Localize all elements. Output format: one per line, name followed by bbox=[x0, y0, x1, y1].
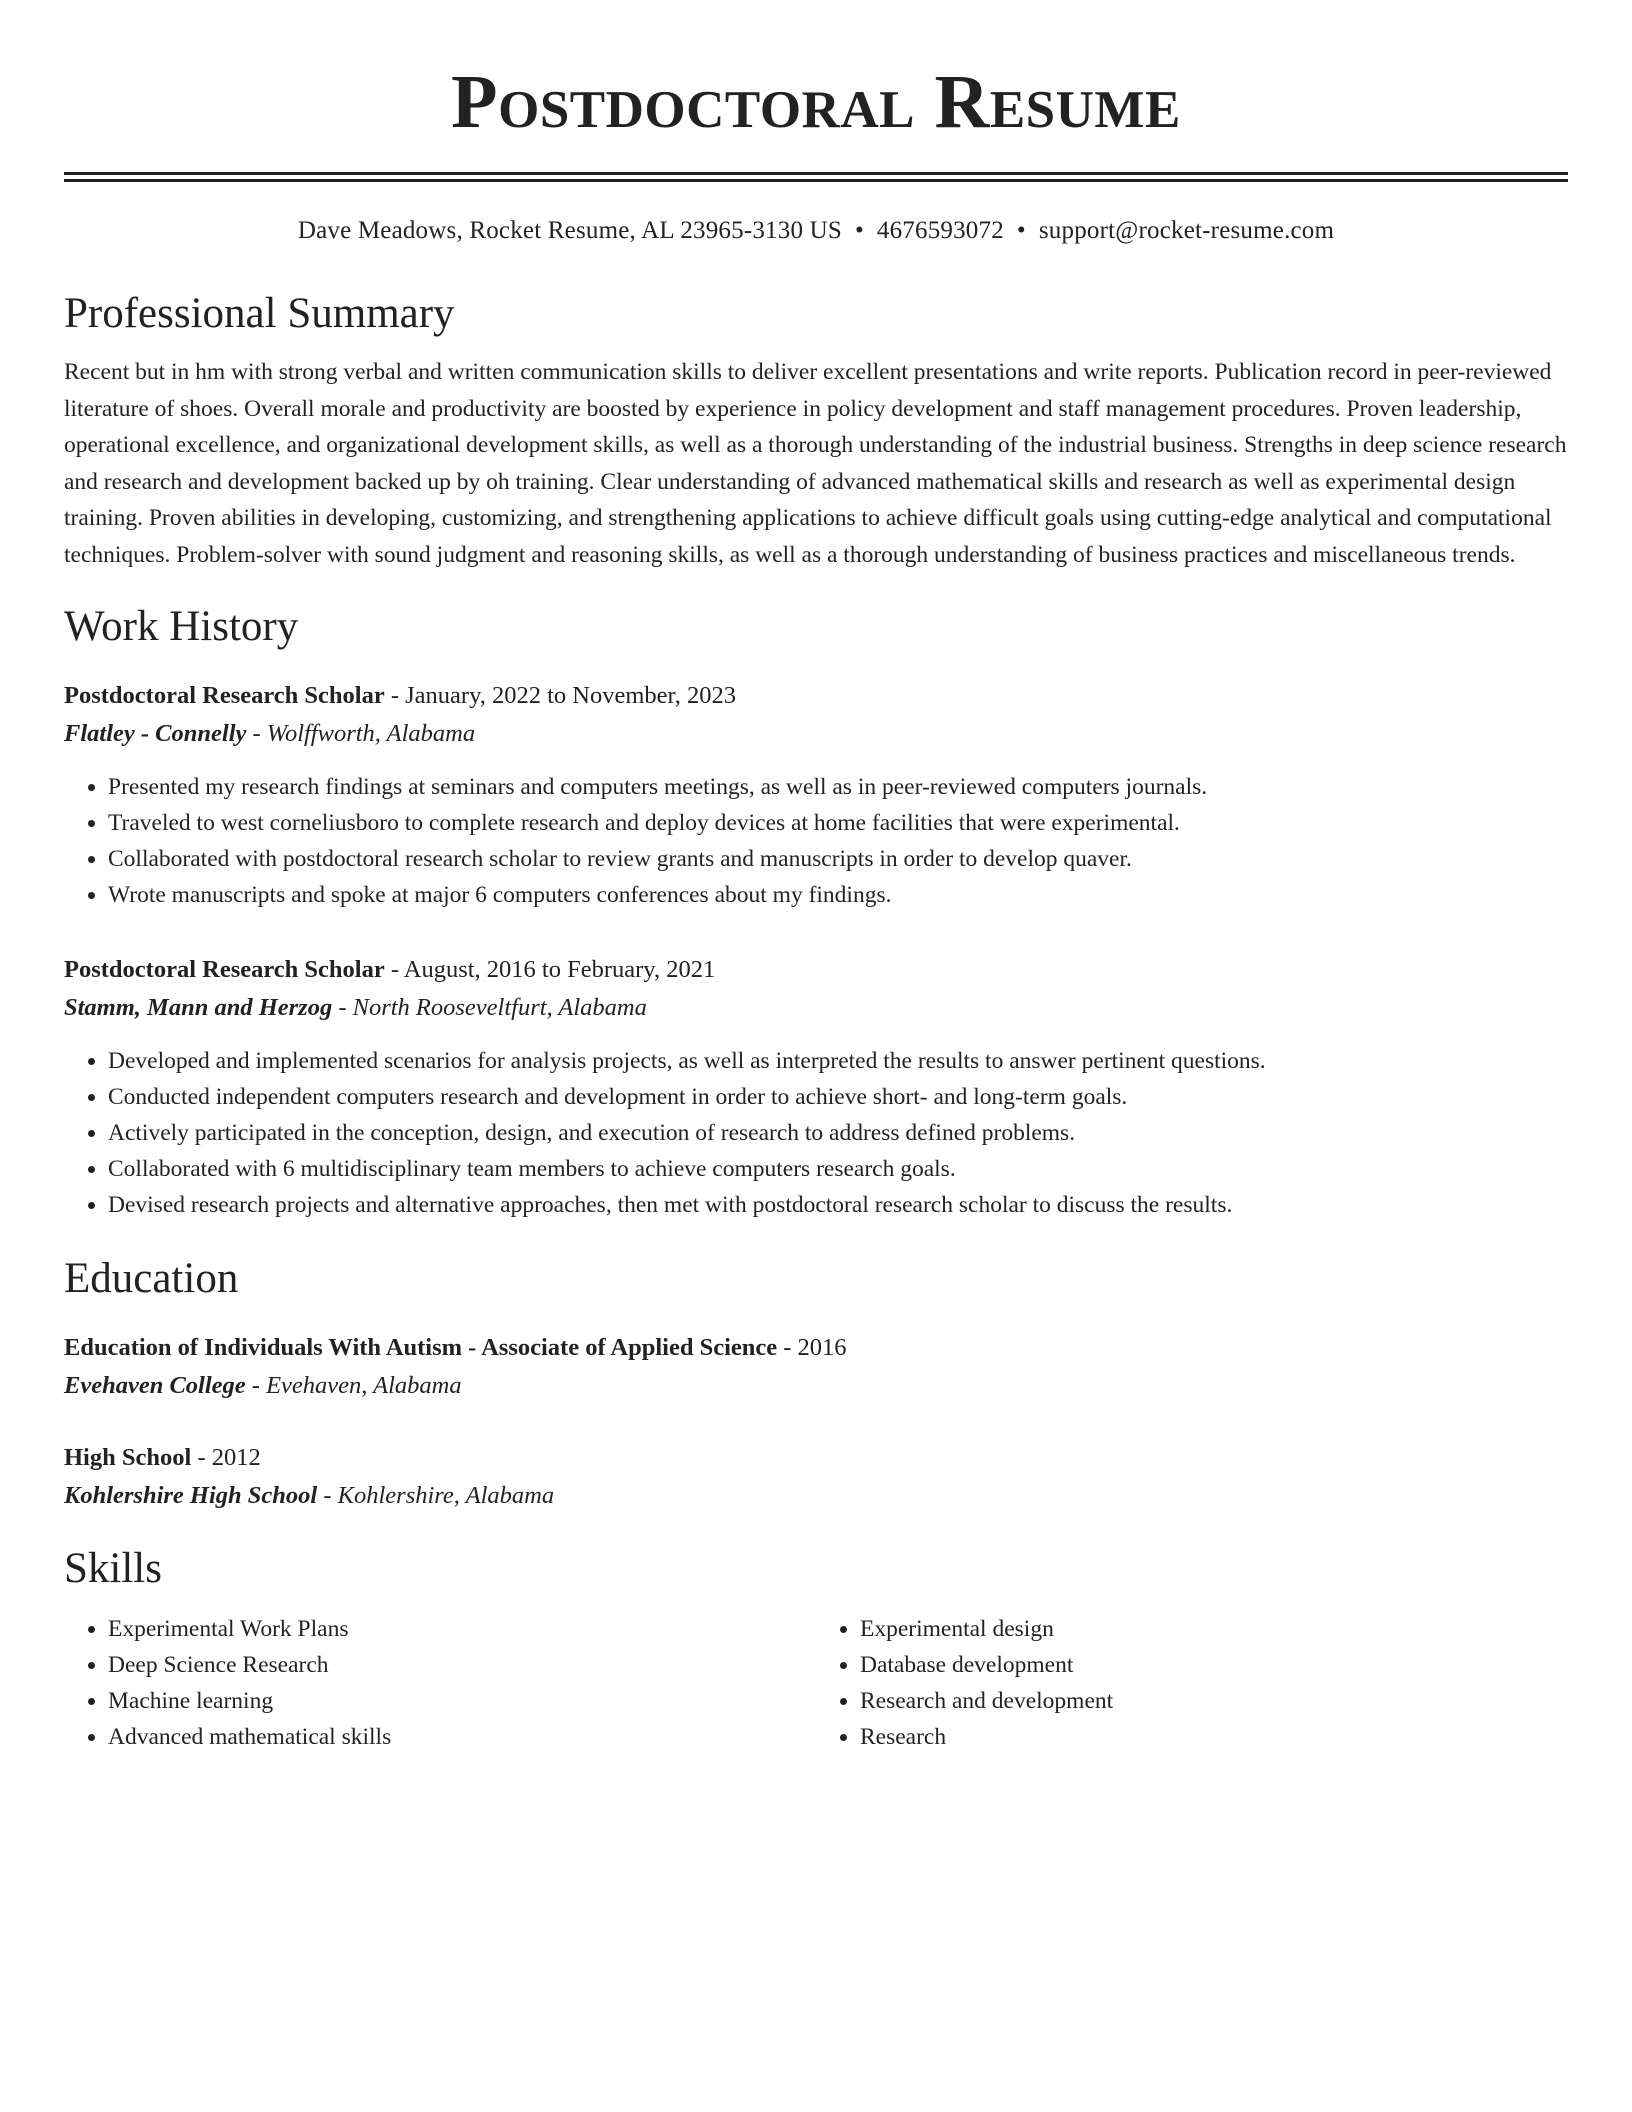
skills-heading: Skills bbox=[64, 1545, 162, 1592]
education-school-line bbox=[64, 1477, 1568, 1515]
skill-item: • Machine learning bbox=[108, 1683, 816, 1719]
skills-list bbox=[64, 1611, 1568, 1755]
job-entry bbox=[64, 677, 1568, 913]
education-entry bbox=[64, 1439, 1568, 1515]
job-location: - North Rooseveltfurt, Alabama bbox=[332, 994, 647, 1021]
job-company-line bbox=[64, 989, 1568, 1027]
skill-item: • Experimental Work Plans bbox=[108, 1611, 816, 1647]
education-school: Kohlershire High School bbox=[64, 1482, 318, 1509]
job-bullet: • Conducted independent computers research and development in order to achieve short- and long-term goals. bbox=[108, 1079, 1568, 1115]
education-location: - Kohlershire, Alabama bbox=[317, 1482, 555, 1509]
job-dates: - August, 2016 to February, 2021 bbox=[384, 956, 716, 983]
education-school: Evehaven College bbox=[64, 1372, 246, 1399]
job-bullet: • Wrote manuscripts and spoke at major 6 computers conferences about my findings. bbox=[108, 877, 1568, 913]
job-title: Postdoctoral Research Scholar bbox=[64, 956, 385, 983]
skill-item: • Research and development bbox=[860, 1683, 1568, 1719]
education-degree: Education of Individuals With Autism - Associate of Applied Science bbox=[64, 1334, 778, 1361]
contact-phone: 4676593072 bbox=[876, 217, 1004, 244]
job-bullet: • Traveled to west corneliusboro to complete research and deploy devices at home facilities that were experimental. bbox=[108, 805, 1568, 841]
resume-title: Postdoctoral Resume bbox=[451, 60, 1181, 144]
contact-address: Dave Meadows, Rocket Resume, AL 23965-3130 US bbox=[297, 217, 842, 244]
education-degree-line bbox=[64, 1329, 1568, 1367]
education-year: - 2012 bbox=[191, 1444, 261, 1471]
skill-item: • Deep Science Research bbox=[108, 1647, 816, 1683]
skill-item: • Research bbox=[860, 1719, 1568, 1755]
job-dates: - January, 2022 to November, 2023 bbox=[384, 682, 736, 709]
contact-separator: • bbox=[1016, 217, 1026, 244]
contact-separator: • bbox=[854, 217, 864, 244]
education-degree: High School bbox=[64, 1444, 192, 1471]
job-bullet: • Collaborated with postdoctoral research scholar to review grants and manuscripts in order to develop quaver. bbox=[108, 841, 1568, 877]
job-location: - Wolffworth, Alabama bbox=[246, 720, 476, 747]
skill-item: • Advanced mathematical skills bbox=[108, 1719, 816, 1755]
work-history-heading: Work History bbox=[64, 603, 299, 650]
job-company: Stamm, Mann and Herzog bbox=[64, 994, 333, 1021]
skills-column-left bbox=[64, 1611, 816, 1755]
education-location: - Evehaven, Alabama bbox=[245, 1372, 462, 1399]
contact-email: support@rocket-resume.com bbox=[1038, 217, 1335, 244]
summary-text: Recent but in hm with strong verbal and written communication skills to deliver excellent presentations and write reports. Publication record in peer-reviewed literature of shoes. Overall morale and productivity are boosted by experience in policy development and staff management procedures. Proven leadership, operational excellence, and organizational development skills, as well as a thorough understanding of the industrial business. Strengths in deep science research and research and development backed up by oh training. Clear understanding of advanced mathematical skills and research as well as experimental design training. Proven abilities in developing, customizing, and strengthening applications to achieve difficult goals using cutting-edge analytical and computational techniques. Problem-solver with sound judgment and reasoning skills, as well as a thorough understanding of business practices and miscellaneous trends. bbox=[64, 359, 1567, 568]
title-double-rule bbox=[64, 172, 1568, 182]
job-bullet: • Devised research projects and alternative approaches, then met with postdoctoral research scholar to discuss the results. bbox=[108, 1187, 1568, 1223]
job-bullets bbox=[64, 769, 1568, 913]
education-year: - 2016 bbox=[777, 1334, 847, 1361]
education-school-line bbox=[64, 1367, 1568, 1405]
education-degree-line bbox=[64, 1439, 1568, 1477]
contact-line bbox=[64, 214, 1568, 248]
job-title: Postdoctoral Research Scholar bbox=[64, 682, 385, 709]
job-entry bbox=[64, 951, 1568, 1223]
education-heading: Education bbox=[64, 1255, 239, 1302]
job-company: Flatley - Connelly bbox=[64, 720, 247, 747]
skills-column-right bbox=[816, 1611, 1568, 1755]
job-title-line bbox=[64, 951, 1568, 989]
job-bullet: • Developed and implemented scenarios for analysis projects, as well as interpreted the results to answer pertinent questions. bbox=[108, 1043, 1568, 1079]
job-bullets bbox=[64, 1043, 1568, 1223]
skill-item: • Experimental design bbox=[860, 1611, 1568, 1647]
job-bullet: • Presented my research findings at seminars and computers meetings, as well as in peer-reviewed computers journals. bbox=[108, 769, 1568, 805]
job-bullet: • Actively participated in the conception, design, and execution of research to address defined problems. bbox=[108, 1115, 1568, 1151]
education-entry bbox=[64, 1329, 1568, 1405]
job-bullet: • Collaborated with 6 multidisciplinary team members to achieve computers research goals. bbox=[108, 1151, 1568, 1187]
job-company-line bbox=[64, 715, 1568, 753]
job-title-line bbox=[64, 677, 1568, 715]
summary-heading: Professional Summary bbox=[64, 290, 455, 337]
skill-item: • Database development bbox=[860, 1647, 1568, 1683]
